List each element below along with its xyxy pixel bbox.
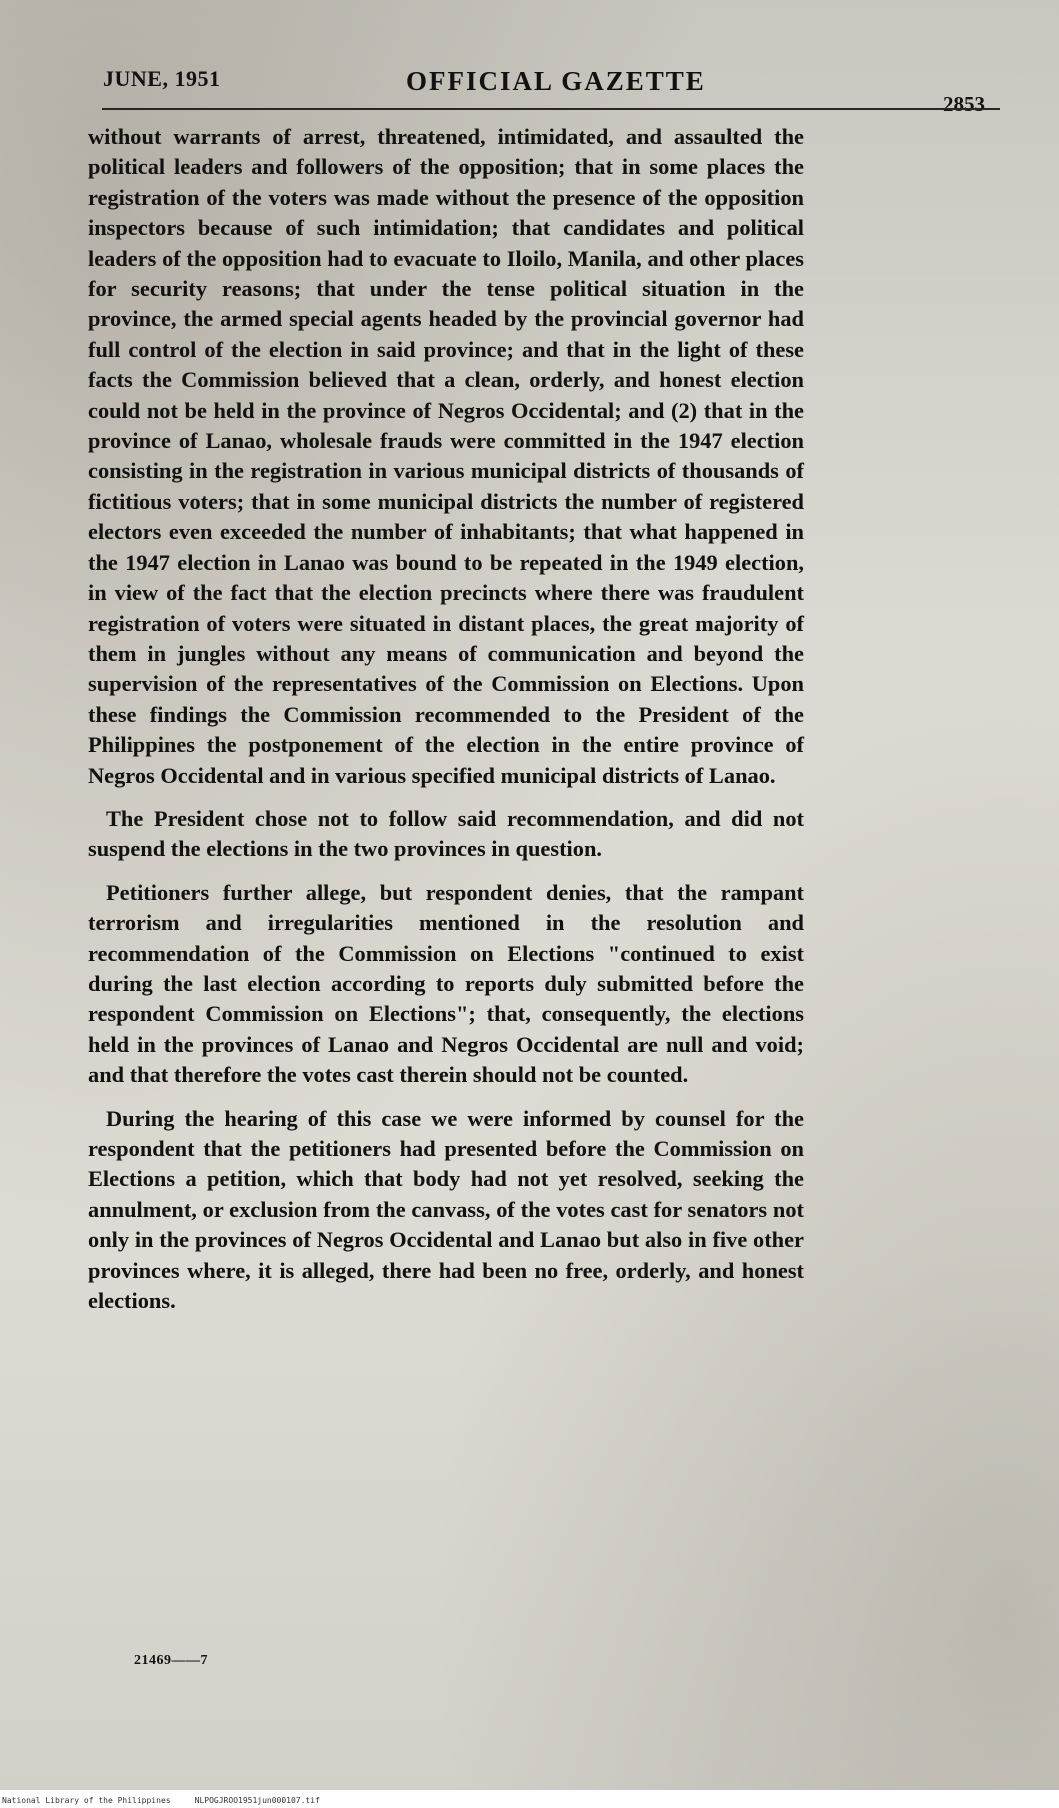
print-code: 21469——7 [134, 1653, 208, 1668]
scan-caption: National Library of the Philippines NLPOGJROO1951jun000107.tif [2, 1796, 320, 1805]
paragraph-president: The President chose not to follow said recommendation, and did not suspend the elections in the two provinces in question. [88, 805, 804, 862]
body-text [88, 122, 804, 1329]
header-rule [102, 108, 1000, 110]
page-header [103, 66, 1003, 116]
header-title: OFFICIAL GAZETTE [406, 66, 706, 96]
paragraph-hearing: During the hearing of this case we were informed by counsel for the respondent that the petitioners had presented before the Commission on Elections a petition, which that body had not yet resolved, seeking the annulment, or exclusion from the canvass, of the votes cast for senators not only in the provinces of Negros Occidental and Lanao but also in five other provinces where, it is alleged, there had been no free, orderly, and honest elections. [88, 1105, 804, 1314]
header-date: JUNE, 1951 [103, 66, 221, 91]
page-number: 2853 [943, 92, 985, 116]
paragraph-continuation: without warrants of arrest, threatened, intimidated, and assaulted the political leaders and followers of the opposition; that in some places the registration of the voters was made without the presence of the opposition inspectors because of such intimidation; that candidates and political leaders of the opposition had to evacuate to Iloilo, Manila, and other places for security reasons; that under the tense political situation in the province, the armed special agents headed by the provincial governor had full control of the election in said province; and that in the light of these facts the Commission believed that a clean, orderly, and honest election could not be held in the province of Negros Occidental; and (2) that in the province of Lanao, wholesale frauds were committed in the 1947 election consisting in the registration in various municipal districts of thousands of fictitious voters; that in some municipal districts the number of registered electors even exceeded the number of inhabitants; that what happened in the 1947 election in Lanao was bound to be repeated in the 1949 election, in view of the fact that the election precincts where there was fraudulent registration of voters were situated in distant places, the great majority of them in jungles without any means of communication and beyond the supervision of the representatives of the Commission on Elections. Upon these findings the Commission recommended to the President of the Philippines the postponement of the election in the entire province of Negros Occidental and in various specified municipal districts of Lanao. [88, 124, 804, 788]
paragraph-petitioners: Petitioners further allege, but respondent denies, that the rampant terrorism and irregularities mentioned in the resolution and recommendation of the Commission on Elections "continued to exist during the last election according to reports duly submitted before the respondent Commission on Elections"; that, consequently, the elections held in the provinces of Lanao and Negros Occidental are null and void; and that therefore the votes cast therein should not be counted. [88, 879, 804, 1088]
